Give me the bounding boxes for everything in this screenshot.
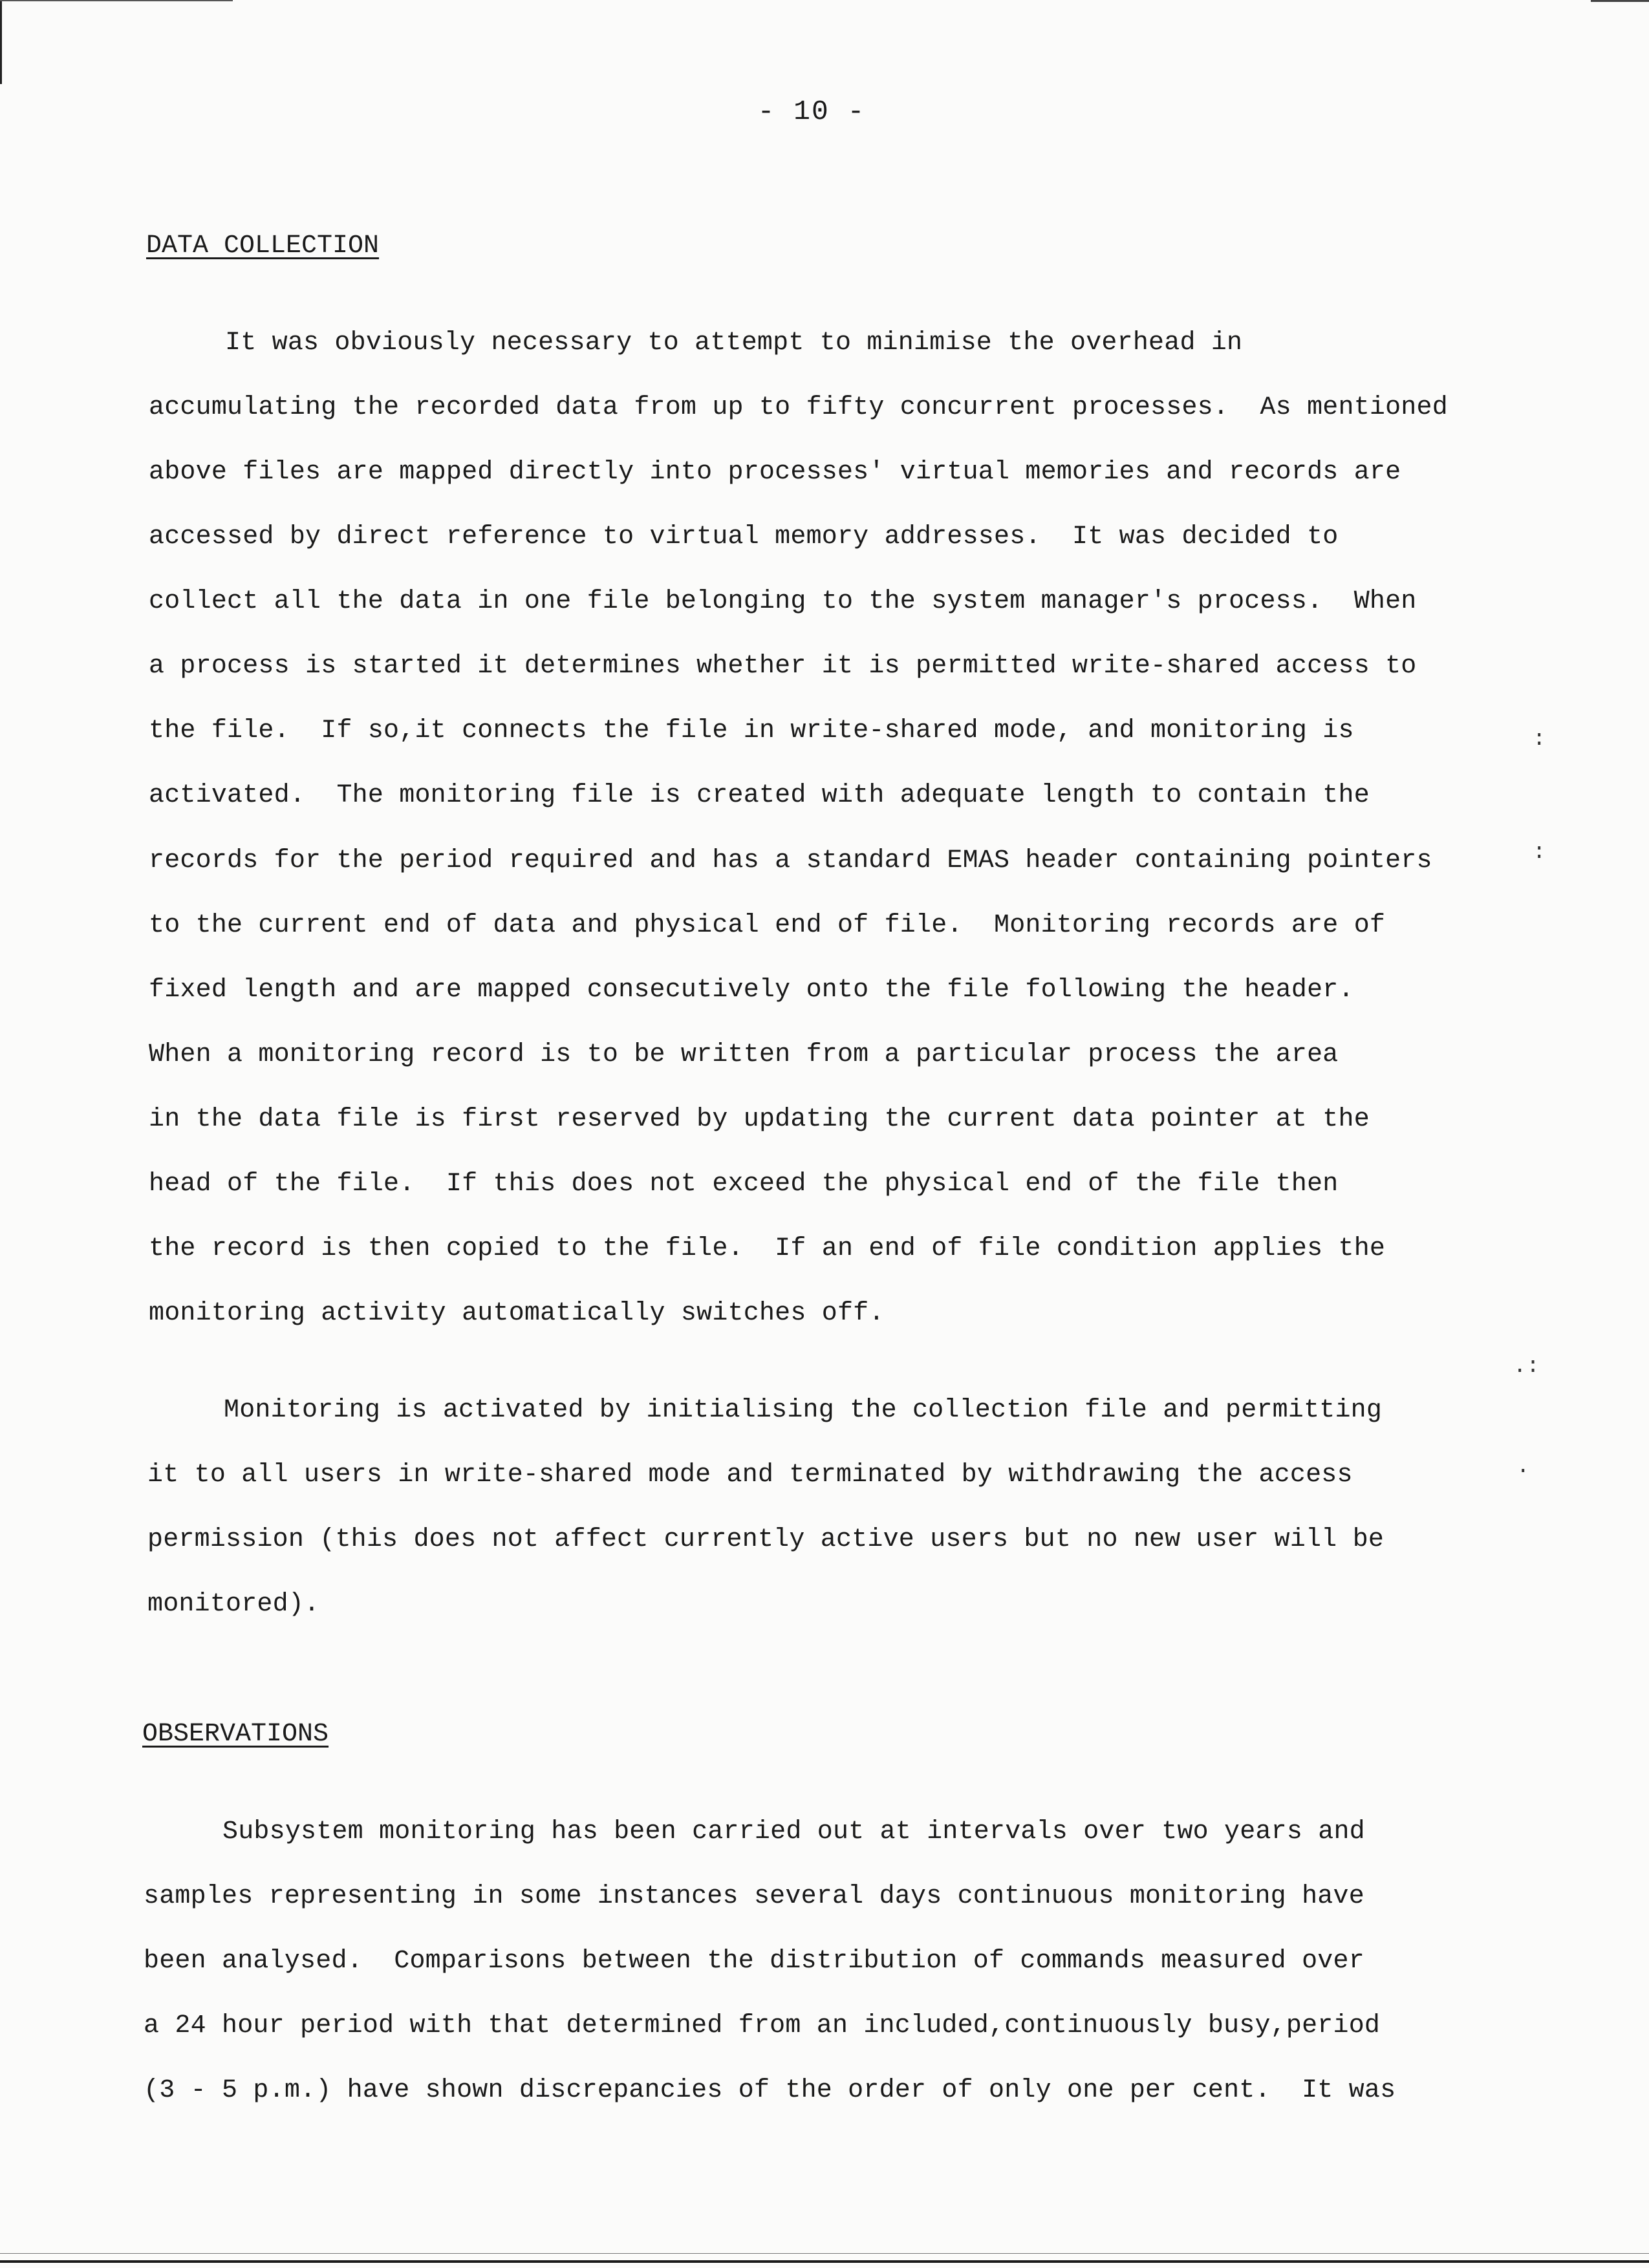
- paragraph-line: the record is then copied to the file. If an end of file condition applies the: [149, 1234, 1386, 1263]
- scan-speck: .: [1516, 1455, 1530, 1479]
- paragraph-line: monitored).: [147, 1590, 320, 1619]
- section-heading-data-collection: DATA COLLECTION: [146, 231, 380, 261]
- paragraph-line: a 24 hour period with that determined from an included,continuously busy,period: [144, 2011, 1381, 2040]
- paragraph-line: Monitoring is activated by initialising the collection file and permitting: [224, 1396, 1383, 1425]
- paragraph-line: accumulating the recorded data from up to fifty concurrent processes. As mentioned: [149, 393, 1448, 422]
- paragraph-line: samples representing in some instances several days continuous monitoring have: [144, 1882, 1364, 1911]
- paragraph-line: collect all the data in one file belonging to the system manager's process. When: [149, 587, 1417, 616]
- paragraph-line: permission (this does not affect currently active users but no new user will be: [147, 1525, 1385, 1554]
- page-number: - 10 -: [757, 96, 866, 127]
- paragraph-line: records for the period required and has a standard EMAS header containing pointers: [149, 846, 1432, 875]
- paragraph-line: Subsystem monitoring has been carried out at intervals over two years and: [222, 1817, 1365, 1846]
- scan-edge-top-right: [1591, 0, 1649, 2]
- paragraph-line: been analysed. Comparisons between the distribution of commands measured over: [144, 1947, 1364, 1976]
- scan-edge-bottom: [0, 2260, 1649, 2263]
- scan-speck: .:: [1513, 1354, 1540, 1379]
- scan-edge-top: [0, 0, 233, 1]
- scan-edge-left: [0, 0, 2, 84]
- paragraph-line: When a monitoring record is to be written from a particular process the area: [149, 1040, 1339, 1069]
- paragraph-line: the file. If so,it connects the file in write-shared mode, and monitoring is: [149, 716, 1354, 745]
- paragraph-line: a process is started it determines whether it is permitted write-shared access to: [149, 652, 1417, 681]
- paragraph-line: head of the file. If this does not exceed the physical end of the file then: [149, 1170, 1339, 1199]
- section-heading-observations: OBSERVATIONS: [142, 1720, 329, 1749]
- paragraph-line: fixed length and are mapped consecutively onto the file following the header.: [149, 976, 1354, 1005]
- paragraph-line: activated. The monitoring file is created with adequate length to contain the: [149, 781, 1370, 810]
- paragraph-line: in the data file is first reserved by updating the current data pointer at the: [149, 1105, 1370, 1134]
- paragraph-line: above files are mapped directly into processes' virtual memories and records are: [149, 458, 1401, 487]
- scan-edge-bottom-thin: [0, 2253, 1649, 2254]
- paragraph-line: It was obviously necessary to attempt to minimise the overhead in: [225, 328, 1243, 358]
- scan-speck: :: [1533, 727, 1546, 752]
- paragraph-line: monitoring activity automatically switches off.: [149, 1299, 885, 1328]
- scan-speck: :: [1533, 840, 1546, 865]
- paragraph-line: (3 - 5 p.m.) have shown discrepancies of the order of only one per cent. It was: [144, 2076, 1396, 2105]
- paragraph-line: it to all users in write-shared mode and terminated by withdrawing the access: [147, 1460, 1353, 1490]
- paragraph-line: accessed by direct reference to virtual memory addresses. It was decided to: [149, 522, 1339, 551]
- paragraph-line: to the current end of data and physical end of file. Monitoring records are of: [149, 911, 1386, 940]
